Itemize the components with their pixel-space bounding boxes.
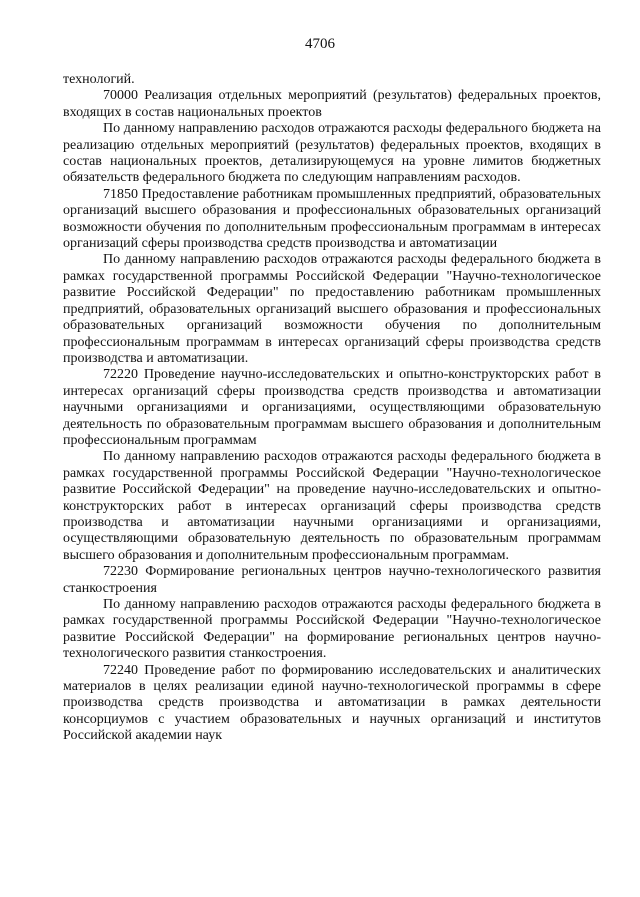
paragraph-description-72230: По данному направлению расходов отражаются расходы федерального бюджета в рамках государственной программы Российской Федерации "Научно-технологическое развитие Российской Федерации" на формирование региональных центров научно-технологического развития станкостроения. [63, 597, 601, 662]
paragraph-code-72230: 72230 Формирование региональных центров научно-технологического развития станкостроения [63, 564, 601, 596]
page-number: 4706 [305, 36, 335, 52]
paragraph-continuation: технологий. [63, 72, 135, 87]
document-body [63, 72, 601, 745]
paragraph-code-72220: 72220 Проведение научно-исследовательских и опытно-конструкторских работ в интересах организаций сферы производства средств производства и автоматизации научными организациями и организациями, осуществляющими образовательную деятельность по образовательным программам высшего образования и дополнительным профессиональным программам [63, 367, 601, 448]
paragraph-code-72240: 72240 Проведение работ по формированию исследовательских и аналитических материалов в целях реализации единой научно-технологической программы в сфере производства средств производства и автоматизации в рамках деятельности консорциумов с участием образовательных и научных организаций и институтов Российской академии наук [63, 662, 601, 744]
paragraph-code-71850: 71850 Предоставление работникам промышленных предприятий, образовательных организаций высшего образования и профессиональных образовательных организаций возможности обучения по дополнительным профессиональным программам в интересах организаций сферы производства средств производства и автоматизации [63, 186, 601, 252]
paragraph-description-72220: По данному направлению расходов отражаются расходы федерального бюджета в рамках государственной программы Российской Федерации "Научно-технологическое развитие Российской Федерации" на проведение научно-исследовательских и опытно-конструкторских работ в интересах организаций сферы производства средств производства и автоматизации научными организациями и организациями, осуществляющими образовательную деятельность по образовательным программам высшего образования и дополнительным профессиональным программам. [63, 449, 601, 563]
paragraph-code-70000: 70000 Реализация отдельных мероприятий (результатов) федеральных проектов, входящих в состав национальных проектов [63, 88, 601, 120]
paragraph-description-71850: По данному направлению расходов отражаются расходы федерального бюджета в рамках государственной программы Российской Федерации "Научно-технологическое развитие Российской Федерации" по предоставлению работникам промышленных предприятий, образовательных организаций высшего образования и профессиональных образовательных организаций возможности обучения по дополнительным профессиональным программам в интересах организаций сферы производства средств производства и автоматизации. [63, 252, 601, 366]
paragraph-description-70000: По данному направлению расходов отражаются расходы федерального бюджета на реализацию отдельных мероприятий (результатов) федеральных проектов, входящих в состав национальных проектов, детализирующемуся на уровне лимитов бюджетных обязательств федерального бюджета по следующим направлениям расходов. [63, 121, 601, 186]
